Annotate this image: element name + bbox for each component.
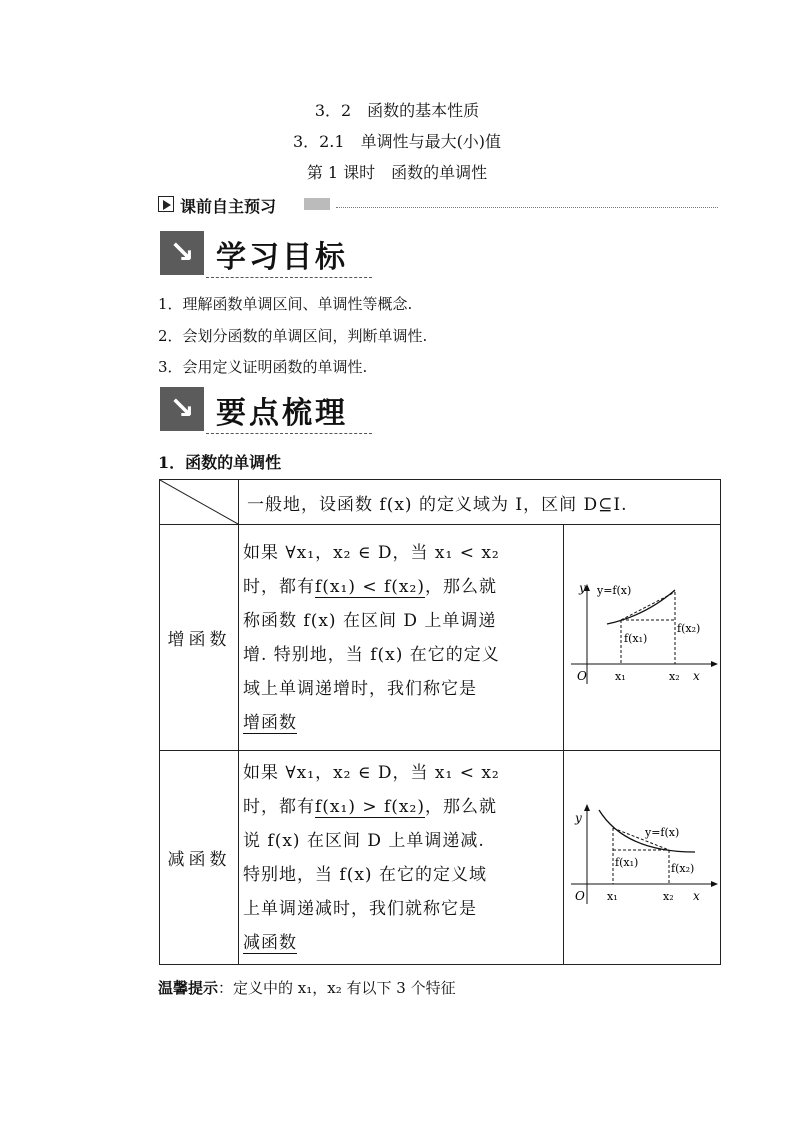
increasing-label: 增函数 — [160, 525, 239, 751]
fx1-label: f(x₁) — [615, 856, 639, 869]
goal-item: 3．会用定义证明函数的单调性. — [158, 358, 368, 376]
preview-grey-block — [304, 198, 330, 210]
tip-label: 温馨提示 — [158, 979, 219, 997]
decreasing-graph — [565, 800, 719, 910]
definition-line: 如果 ∀x₁，x₂ ∈ D，当 x₁ < x₂ — [243, 542, 500, 563]
fx2-label: f(x₂) — [671, 862, 695, 875]
arrow-icon: ↘ — [160, 231, 204, 275]
x2-label: x₂ — [669, 670, 680, 683]
goal-item: 2．会划分函数的单调区间，判断单调性. — [158, 327, 428, 345]
definition-line: 如果 ∀x₁，x₂ ∈ D，当 x₁ < x₂ — [243, 762, 500, 783]
y-axis-label: y — [575, 811, 582, 825]
y-axis-label: y — [579, 581, 586, 595]
x1-label: x₁ — [615, 670, 626, 683]
play-icon — [158, 196, 174, 212]
tip-text: ：定义中的 x₁，x₂ 有以下 3 个特征 — [218, 979, 456, 997]
arrow-icon: ↘ — [160, 387, 204, 431]
definition-text: ，那么就 — [424, 796, 497, 817]
goal-item: 1．理解函数单调区间、单调性等概念. — [158, 295, 413, 313]
preview-dotted-rule — [336, 207, 718, 208]
table-row — [160, 480, 721, 525]
definition-line: 域上单调递增时，我们称它是 — [243, 678, 477, 699]
subsection-title: 3．2.1 单调性与最大(小)值 — [292, 132, 502, 151]
definition-text: ，那么就 — [424, 576, 497, 597]
increasing-condition: f(x₁) < f(x₂) — [315, 576, 425, 597]
tip-line — [158, 977, 456, 998]
x2-label: x₂ — [663, 890, 674, 903]
concept-subtitle: 1．函数的单调性 — [158, 453, 282, 472]
increasing-answer: 增函数 — [243, 712, 297, 733]
origin-label: O — [577, 669, 587, 683]
increasing-definition — [239, 525, 564, 751]
increasing-graph-cell — [564, 525, 721, 751]
points-heading: 要点梳理 — [216, 396, 348, 431]
preview-label: 课前自主预习 — [180, 197, 277, 216]
goals-heading: 学习目标 — [216, 240, 348, 275]
table-row — [160, 525, 721, 751]
x-axis-label: x — [693, 889, 700, 903]
definition-line: 上单调递减时，我们就称它是 — [243, 898, 477, 919]
origin-label: O — [575, 889, 585, 903]
definition-line — [243, 706, 559, 740]
section-title: 3．2 函数的基本性质 — [314, 101, 480, 120]
definition-text: 时，都有 — [243, 576, 315, 597]
divider — [206, 277, 372, 278]
fx1-label: f(x₁) — [624, 632, 648, 645]
definition-line — [243, 926, 559, 960]
preview-bar — [158, 193, 718, 215]
diagonal-corner-cell — [160, 480, 239, 525]
x-axis-label: x — [693, 669, 700, 683]
lesson-title: 第 1 课时 函数的单调性 — [306, 163, 488, 182]
decreasing-graph-cell — [564, 751, 721, 965]
decreasing-condition: f(x₁) > f(x₂) — [315, 796, 425, 817]
definition-line — [243, 790, 559, 824]
decreasing-answer: 减函数 — [243, 932, 297, 953]
table-row — [160, 751, 721, 965]
function-label: y=f(x) — [645, 826, 680, 839]
monotonicity-table — [159, 479, 721, 965]
function-label: y=f(x) — [597, 584, 632, 597]
x1-label: x₁ — [607, 890, 618, 903]
definition-text: 时，都有 — [243, 796, 315, 817]
decreasing-label: 减函数 — [160, 751, 239, 965]
divider — [206, 433, 372, 434]
table-header: 一般地，设函数 f(x) 的定义域为 I，区间 D⊆I. — [239, 480, 721, 525]
definition-line — [243, 570, 559, 604]
definition-line: 说 f(x) 在区间 D 上单调递减. — [243, 830, 485, 851]
definition-line: 特别地，当 f(x) 在它的定义域 — [243, 864, 487, 885]
definition-line: 称函数 f(x) 在区间 D 上单调递 — [243, 610, 497, 631]
decreasing-definition — [239, 751, 564, 965]
increasing-graph — [565, 580, 719, 690]
fx2-label: f(x₂) — [677, 622, 701, 635]
definition-line: 增. 特别地，当 f(x) 在它的定义 — [243, 644, 500, 665]
